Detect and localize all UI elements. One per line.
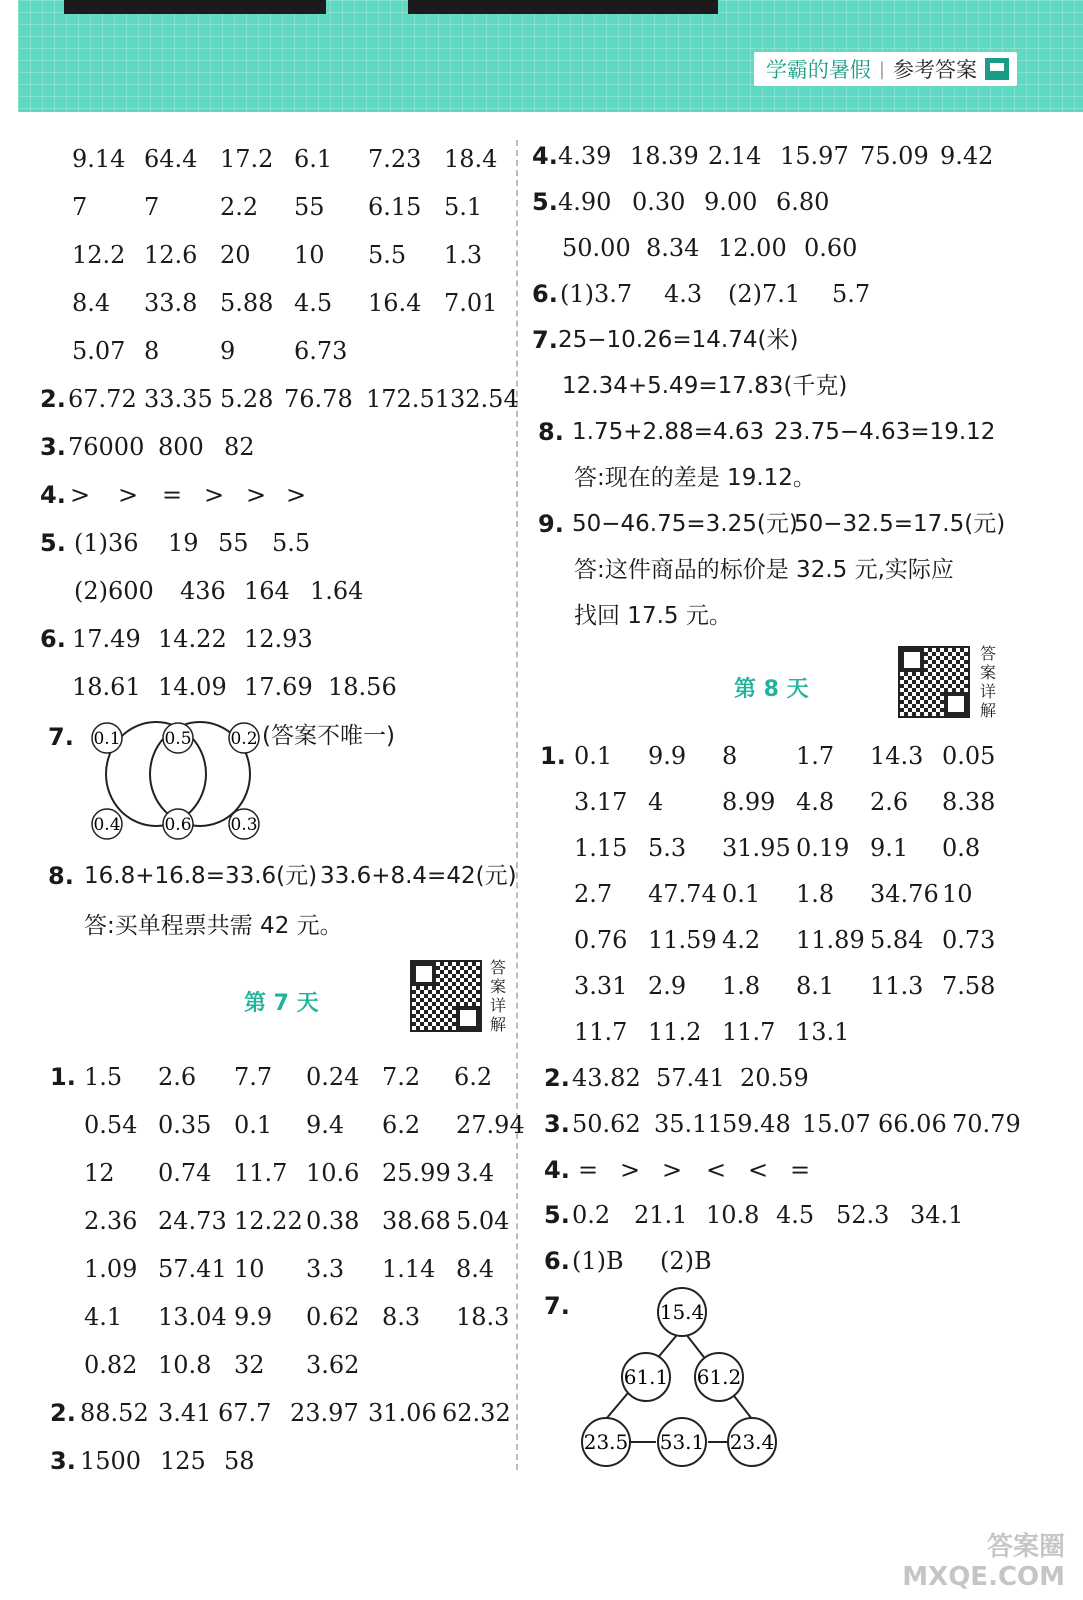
node-label: 15.4 — [659, 1300, 705, 1324]
node-label: 61.2 — [696, 1365, 742, 1389]
header-bar-decoration — [408, 0, 718, 14]
qr-label: 答案详解 — [490, 958, 507, 1034]
circle-label: 0.4 — [93, 815, 121, 835]
circle-label: 0.3 — [230, 815, 258, 835]
question-9-answer: 答:这件商品的标价是 32.5 元,实际应 — [574, 557, 954, 583]
column-divider — [516, 140, 518, 1470]
question-8-answer: 答:现在的差是 19.12。 — [574, 465, 816, 491]
question-7-number: 7. — [544, 1292, 570, 1320]
circle-label: 0.6 — [164, 815, 192, 835]
circle-label: 0.1 — [93, 729, 121, 749]
circle-label: 0.2 — [230, 729, 258, 749]
node-label: 23.5 — [583, 1430, 629, 1454]
watermark — [902, 1532, 1065, 1592]
question-8-answer: 答:买单程票共需 42 元。 — [84, 913, 343, 939]
ellipse-diagram — [78, 712, 278, 842]
node-label: 61.1 — [623, 1365, 669, 1389]
circle-label: 0.5 — [164, 729, 192, 749]
watermark-line: 答案圈 — [986, 1532, 1065, 1562]
node-label: 23.4 — [729, 1430, 775, 1454]
header-bar-decoration — [64, 0, 326, 14]
book-icon — [985, 58, 1009, 80]
brand-subtitle: 参考答案 — [893, 58, 977, 82]
qr-label: 答案详解 — [980, 644, 997, 720]
day-7-heading: 第 7 天 — [244, 991, 319, 1016]
question-7-eq2: 12.34+5.49=17.83(千克) — [562, 373, 848, 399]
qr-code-icon[interactable] — [898, 646, 970, 718]
day-8-heading: 第 8 天 — [734, 677, 809, 702]
triangle-diagram — [576, 1284, 796, 1480]
brand-label — [754, 52, 1017, 86]
question-7-number: 7. — [48, 723, 74, 751]
watermark-line: MXQE.COM — [902, 1562, 1065, 1592]
brand-title: 学霸的暑假 — [765, 58, 871, 82]
qr-code-icon[interactable] — [410, 960, 482, 1032]
node-label: 53.1 — [659, 1430, 705, 1454]
brand-separator: | — [878, 58, 885, 80]
question-7-note: (答案不唯一) — [262, 723, 395, 749]
page-header — [18, 0, 1083, 112]
question-9-answer-cont: 找回 17.5 元。 — [574, 603, 732, 629]
